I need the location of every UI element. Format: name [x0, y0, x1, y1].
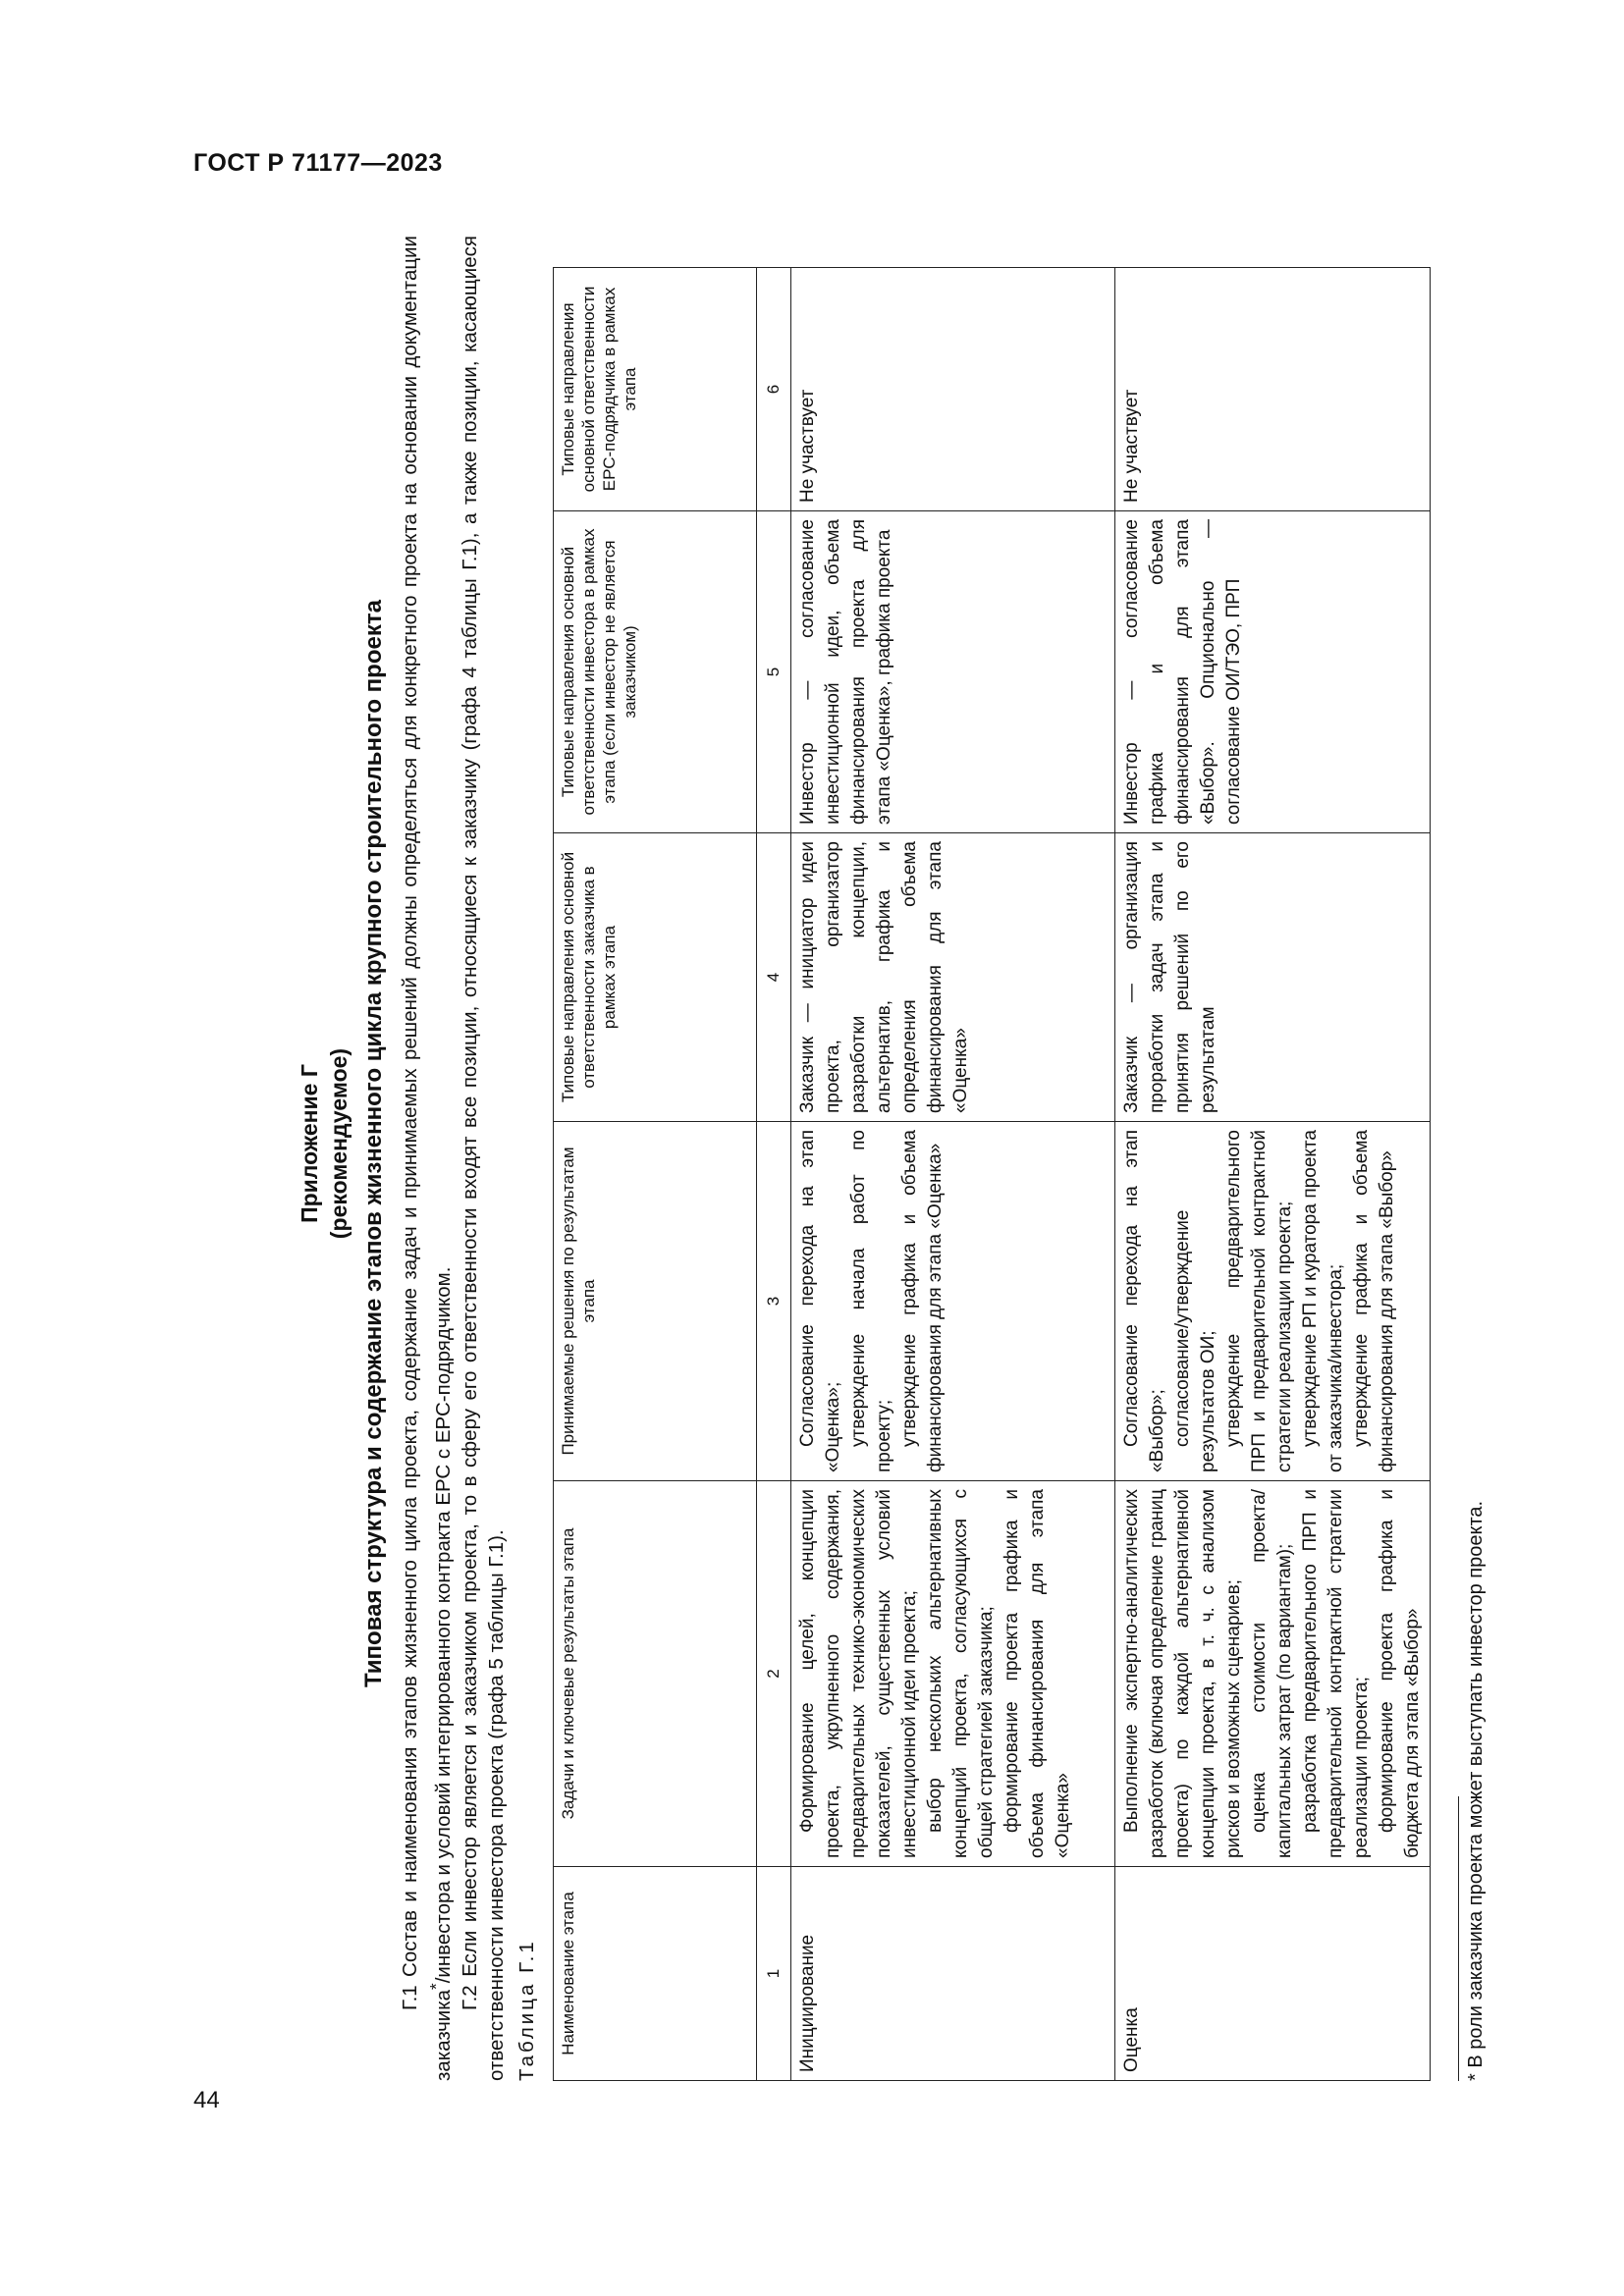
column-number: 1: [756, 1867, 790, 2081]
intro-p1-text: Г.1 Состав и наименования этапов жизненного цикла проекта, содержание задач и принимаемых решений должны определяться для конкретного проекта на основании документации заказчика: [399, 236, 455, 2081]
stage-name: Инициирование: [790, 1867, 1114, 2081]
rotated-content: [295, 236, 1487, 2081]
column-number: 6: [756, 268, 790, 511]
header-cell-customer: Типовые направления основной ответственности заказчика в рамках этапа: [553, 833, 756, 1122]
intro-p1-tail: /инвестора и условий интегрированного контракта ЕРС с ЕРС-подрядчиком.: [431, 1266, 455, 1984]
epc-responsibility: Не участвует: [1114, 268, 1430, 511]
appendix-label: Приложение Г: [297, 1064, 322, 1223]
task-item: оценка стоимости проекта/капитальных затрат (по вариантам);: [1248, 1489, 1295, 1858]
column-number: 4: [756, 833, 790, 1122]
header-cell-tasks: Задачи и ключевые результаты этапа: [553, 1481, 756, 1867]
decisions-cell: [790, 1122, 1114, 1481]
tasks-cell: [1114, 1481, 1430, 1867]
decision-item: Согласование перехода на этап «Выбор»;: [1120, 1130, 1167, 1472]
decision-item: согласование/утверждение результатов ОИ;: [1171, 1209, 1218, 1472]
decision-item: утверждение графика и объема финансирования для этапа «Оценка»: [898, 1130, 946, 1472]
footnote-divider: [1458, 1796, 1459, 2081]
appendix-title: Типовая структура и содержание этапов жизненного цикла крупного строительного проекта: [360, 600, 387, 1687]
stage-name: Оценка: [1114, 1867, 1430, 2081]
header-cell-epc: Типовые направления основной ответственности ЕРС-подрядчика в рамках этапа: [553, 268, 756, 511]
page-number: 44: [193, 2087, 220, 2113]
investor-responsibility: Инвестор — согласование инвестиционной идеи, объема финансирования проекта для этапа «Оценка», графика проекта: [790, 511, 1114, 833]
task-item: формирование проекта графика и бюджета для этапа «Выбор»: [1376, 1489, 1423, 1858]
intro-paragraph-1: [397, 236, 457, 2081]
stages-table: [553, 267, 1431, 2081]
decision-item: утверждение РП и куратора проекта от заказчика/инвестора;: [1299, 1130, 1346, 1472]
customer-responsibility: Заказчик — организация проработки задач этапа и принятия решений по его результатам: [1114, 833, 1430, 1122]
table-header-row: [553, 268, 756, 2081]
header-cell-stage: Наименование этапа: [553, 1867, 756, 2081]
column-number: 3: [756, 1122, 790, 1481]
decision-item: утверждение предварительного ПРП и предварительной контрактной стратегии реализации проекта;: [1222, 1130, 1295, 1472]
column-number: 2: [756, 1481, 790, 1867]
task-item: выбор нескольких альтернативных концепций проекта, согласующихся с общей стратегией заказчика;: [924, 1489, 997, 1858]
task-item: Выполнение экспертно-аналитических разработок (включая определение границ проекта) по каждой альтернативной концепции проекта, в т. ч. с анализом рисков и возможных сценариев;: [1120, 1489, 1244, 1858]
task-item: Формирование целей, концепции проекта, укрупненного содержания, предварительных технико-экономических показателей, существенных условий инвестиционной идеи проекта;: [796, 1489, 920, 1858]
intro-paragraph-2: Г.2 Если инвестор является и заказчиком проекта, то в сферу его ответственности входят все позиции, относящиеся к заказчику (графа 4 таблицы Г.1), а также позиции, касающиеся ответственности инвестора проекта (графа 5 таблицы Г.1).: [458, 236, 508, 2081]
investor-responsibility: Инвестор — согласование графика и объема финансирования для этапа «Выбор». Опционально — согласование ОИ/ТЭО, ПРП: [1114, 511, 1430, 833]
header-cell-decisions: Принимаемые решения по результатам этапа: [553, 1122, 756, 1481]
epc-responsibility: Не участвует: [790, 268, 1114, 511]
customer-responsibility: Заказчик — инициатор идеи проекта, организатор разработки концепции, альтернатив, графика и определения объема финансирования для этапа «Оценка»: [790, 833, 1114, 1122]
footnote: * В роли заказчика проекта может выступать инвестор проекта.: [1464, 1500, 1487, 2081]
decisions-cell: [1114, 1122, 1430, 1481]
tasks-cell: [790, 1481, 1114, 1867]
column-number: 5: [756, 511, 790, 833]
footnote-marker: *: [427, 1983, 446, 1990]
decision-item: утверждение графика и объема финансирования для этапа «Выбор»: [1350, 1130, 1397, 1472]
decision-item: утверждение начала работ по проекту;: [847, 1130, 894, 1472]
task-item: формирование проекта графика и объема финансирования для этапа «Оценка»: [1001, 1489, 1073, 1858]
column-number-row: [756, 268, 790, 2081]
header-cell-investor: Типовые направления основной ответственности инвестора в рамках этапа (если инвестор не является заказчиком): [553, 511, 756, 833]
table-row: [790, 268, 1114, 2081]
task-item: разработка предварительного ПРП и предварительной контрактной стратегии реализации проекта;: [1299, 1489, 1372, 1858]
standard-code: ГОСТ Р 71177—2023: [193, 149, 443, 177]
appendix-status: (рекомендуемое): [326, 1047, 352, 1240]
table-row: [1114, 268, 1430, 2081]
table-caption: Таблица Г.1: [514, 1939, 538, 2081]
decision-item: Согласование перехода на этап «Оценка»;: [796, 1130, 843, 1472]
